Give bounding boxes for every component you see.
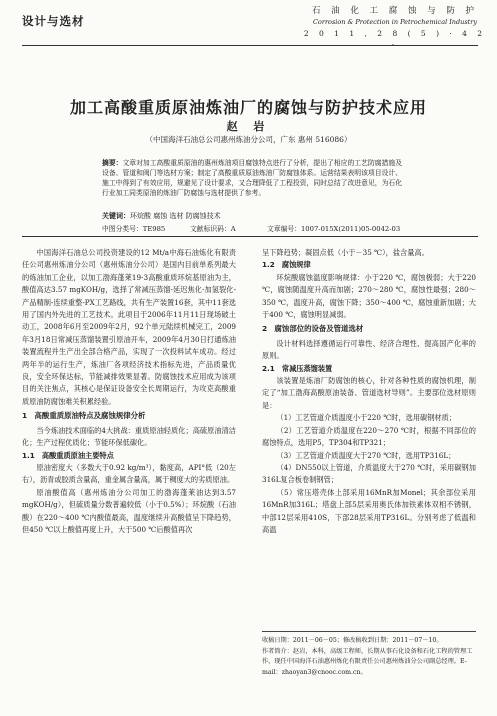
section-1-heading: 1 高酸重质原油特点及腐蚀规律分析	[22, 411, 146, 421]
list-item: （3）工艺管道介质温度大于270 ℃时，选用TP316L；	[276, 450, 456, 460]
keywords-label: 关键词：	[102, 211, 130, 220]
right-column	[262, 247, 476, 536]
section-1-1-heading: 1.1 高酸重质原油主要特点	[22, 450, 114, 460]
header-rule	[22, 45, 478, 46]
list-item: （2）工艺管道介质温度在220～270 ℃时，根据不同部位的腐蚀特点，选用P5，TP304和TP321；	[262, 425, 476, 448]
journal-name-en: Corrosion & Protection in Petrochemical Industry	[312, 18, 478, 26]
author: 赵 岩	[226, 120, 271, 133]
section-1-2-heading: 1.2 腐蚀规律	[262, 260, 311, 270]
article-number: 文章编号：1007-015X(2011)05-0042-03	[267, 225, 401, 233]
abstract-rule	[22, 236, 478, 237]
journal-volume: 2 0 1 1 , 2 8 ( 5 ) · 4 2 ·	[303, 29, 487, 49]
section-1-1-text-2: 原油酸值高（惠州炼油分公司加工的渤海蓬莱油达到3.57 mgKOH/g），但硫质量分数普遍较低（小于0.5%）；环烷酸（石油酸）在220～400 ℃内酸值最高，温度继续升高酸值呈下降趋势，但450 ℃以上酸值再度上升，大于500 ℃后酸值再次	[22, 487, 236, 534]
journal-header	[300, 6, 490, 50]
section-2-1-heading: 2.1 常减压蒸馏装置	[262, 363, 333, 373]
left-column	[22, 247, 236, 536]
continued-text: 呈下降趋势；凝固点低（小于－35 ℃），盐含量高。	[262, 248, 429, 257]
list-item: （1）工艺管道介质温度小于220 ℃时，选用碳钢材质；	[276, 413, 456, 423]
intro-paragraph: 中国海洋石油总公司投资建设的12 Mt/a中海石油炼化有限责任公司惠州炼油分公司（惠州炼油分公司）是国内目前单系列最大的炼油加工企业，以加工渤海蓬莱19-3高酸重质环烷基原油为主，酸值高达3.57 mgKOH/g，选择了常减压蒸馏-延迟焦化-加氢裂化-产品精制-连续重整-PX工艺路线，共有生产装置16套，其中11套选用了国内外先进的工艺技术。此项目于2006年11月11日现场破土动工，2008年6月至2009年2月，92个单元陆续机械完工，2009年3月18日常减压蒸馏装置引原油开车，2009年4月30日打通炼油装置流程并生产出全部合格产品，实现了一次投料试车成功。经过两年半的运行生产，炼油厂各项经济技术指标先进，产品质量优良，安全环保达标，节能减排效果显著。防腐蚀技术应用成为该项目的关注焦点，其核心是保证设备安全长周期运行，为攻克高酸重质原油防腐蚀难关积累经验。	[22, 248, 236, 406]
section-2-1-text: 该装置是炼油厂防腐蚀的核心，针对各种性质的腐蚀机理，制定了“加工渤海高酸原油装备、管道选材导则”。主要部位选材原则是：	[262, 376, 476, 410]
section-1-1-text-1: 原油密度大（多数大于0.92 kg/m³），黏度高，API°低（20左右），沥青或胶质含量高，重金属含量高，属于稠度大的劣质原油。	[22, 462, 236, 485]
abstract-text: 文章对加工高酸重质原油的惠州炼油项目腐蚀特点进行了分析，提出了相应的工艺防腐措施及设备、管道和阀门等选材方案；制定了高酸重质原油炼油厂防腐蚀体系。运营结果表明该项目设计、施工中得到了有效应用，规避见了设计要求，又合理降低了工程投资，同时总结了改进意见，为石化行业加工同类原油的炼油厂防腐蚀与选材提供了参考。	[102, 159, 403, 197]
article-title: 加工高酸重质原油炼油厂的腐蚀与防护技术应用	[69, 98, 427, 117]
affiliation: （中国海洋石油总公司惠州炼油分公司，广东 惠州 516086）	[145, 135, 352, 144]
list-item: （5）常压塔壳体上部采用16MnR加Monel；其余部位采用16MnR加316L；塔盘上部5层采用奥氏体加铁素体双相不锈钢，中部12层采用410S，下部28层采用TP316L。分别考虑了低温和高温	[262, 487, 476, 534]
doc-code: 文献标识码：A	[190, 225, 236, 233]
clc-number: 中图分类号：TE985	[102, 225, 166, 233]
section-1-text: 当今炼油技术面临的4大挑战：重质原油轻质化；高硫原油清洁化；生产过程优质化；节能环保低碳化。	[22, 425, 236, 448]
abstract	[102, 158, 402, 198]
received-date: 收稿日期：2011－06－05；修改稿收到日期：2011－07－10。	[262, 637, 443, 644]
author-bio: 作者简介：赵岩，本科，高级工程师，长期从事石化设备和石化工程的管理工作，现任中国海洋石油惠州炼化有限责任公司惠州炼油分公司副总经理。E-mail：zhaoyan3@cnooc.com.cn。	[262, 647, 473, 676]
section-1-2-text: 环烷酸腐蚀温度影响规律：小于220 ℃，腐蚀极弱；大于220 ℃，腐蚀随温度升高而加剧；270～280 ℃，腐蚀性最强；280～350 ℃，温度升高，腐蚀下降；350～400 ℃，腐蚀重新加剧；大于400 ℃，腐蚀明显减弱。	[262, 272, 476, 320]
journal-name-cn: 石 油 化 工 腐 蚀 与 防 护	[311, 6, 479, 16]
section-label: 设计与选材	[22, 14, 85, 28]
abstract-label: 摘要：	[102, 159, 123, 167]
list-item: （4）DN550以上管道，介质温度大于270 ℃时，采用碳钢加316L复合板卷制钢管；	[262, 462, 476, 485]
section-2-text: 设计材料选择遵循运行可靠性、经济合理性、提高国产化率的原则。	[262, 338, 476, 361]
footnote	[262, 631, 476, 678]
keywords	[102, 211, 221, 221]
section-2-heading: 2 腐蚀部位的设备及管道选材	[262, 324, 364, 334]
keywords-text: 环烷酸 腐蚀 选材 防腐蚀技术	[130, 212, 221, 220]
